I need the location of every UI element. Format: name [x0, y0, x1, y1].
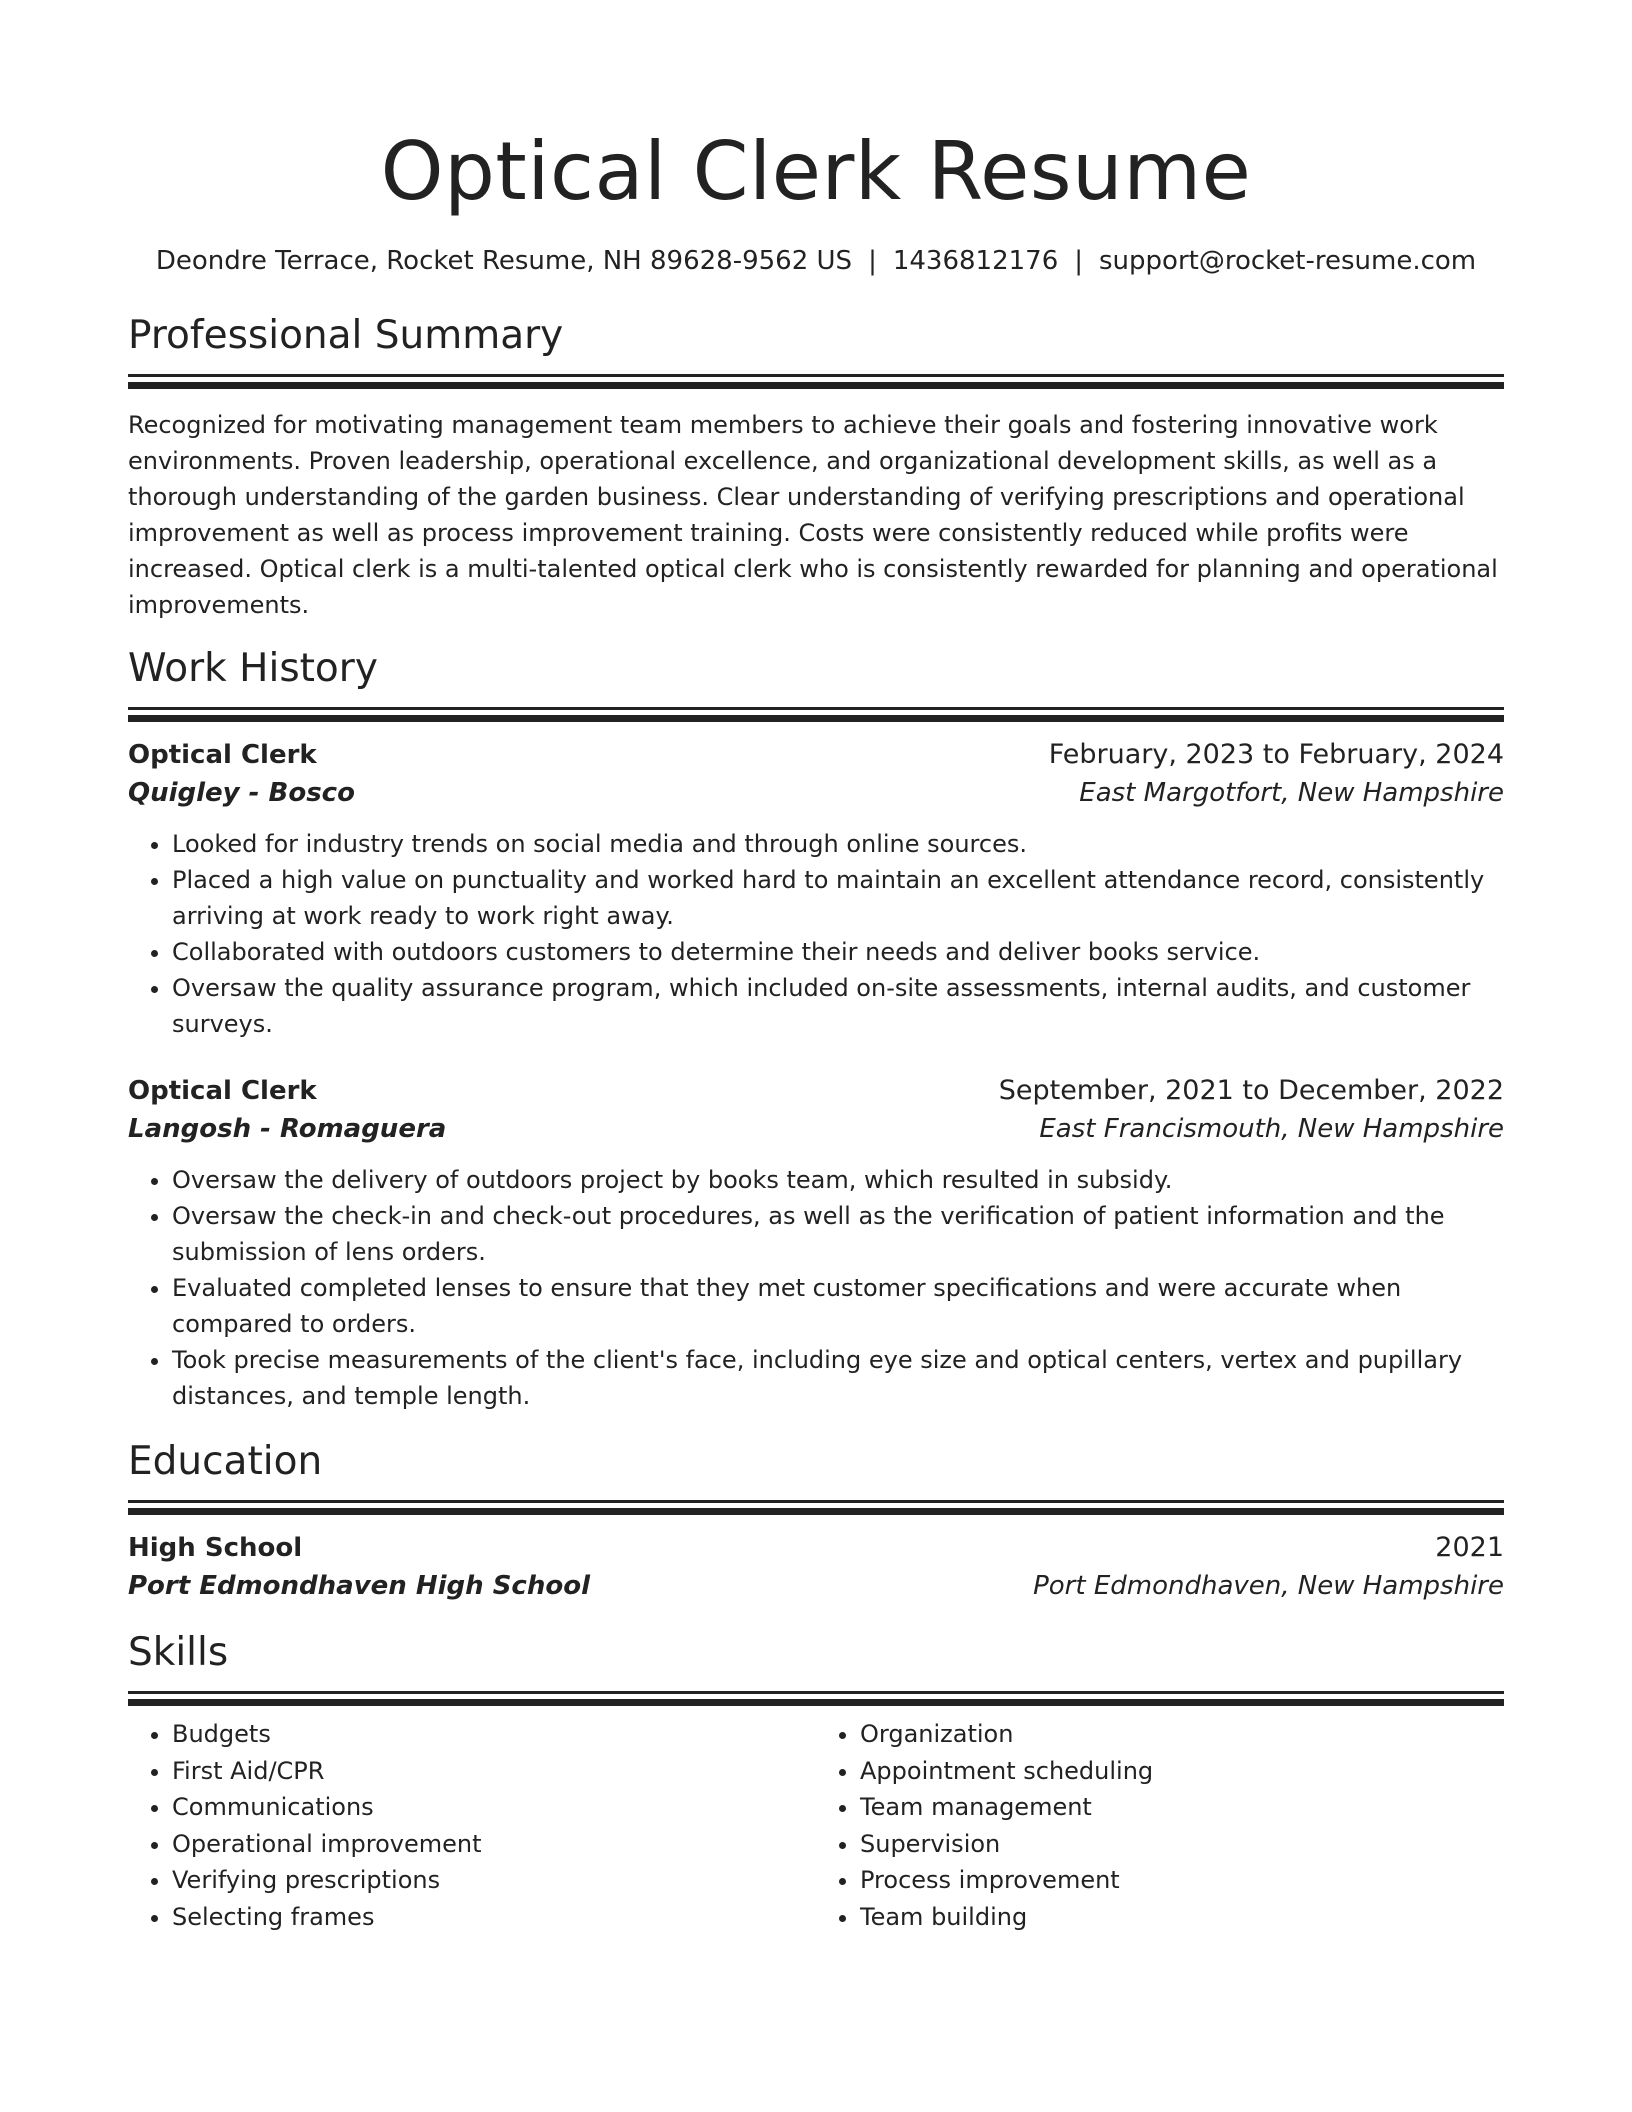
skill-item: • Appointment scheduling — [860, 1753, 1500, 1790]
skill-item: • Supervision — [860, 1826, 1500, 1863]
resume-content — [128, 0, 1504, 1936]
job-company-row — [128, 774, 1504, 812]
skill-item: • Operational improvement — [172, 1826, 812, 1863]
job-bullet: • Collaborated with outdoors customers to determine their needs and deliver books service. — [172, 934, 1504, 970]
skill-item: • Selecting frames — [172, 1899, 812, 1936]
job-bullet: • Oversaw the check-in and check-out procedures, as well as the verification of patient information and the submission of lens orders. — [172, 1198, 1504, 1270]
job-dates: September, 2021 to December, 2022 — [998, 1075, 1504, 1106]
job-title: Optical Clerk — [128, 1076, 317, 1106]
contact-separator: | — [868, 246, 877, 276]
job-location: East Margotfort, New Hampshire — [1079, 778, 1504, 808]
skill-item: • Organization — [860, 1716, 1500, 1753]
job-location: East Francismouth, New Hampshire — [1039, 1114, 1504, 1144]
section-heading: Professional Summary — [128, 313, 564, 358]
skill-item: • Process improvement — [860, 1862, 1500, 1899]
job-title: Optical Clerk — [128, 740, 317, 770]
section-divider — [128, 374, 1504, 377]
skills-list-left — [128, 1716, 812, 1936]
job-bullet: • Oversaw the quality assurance program, which included on-site assessments, internal audits, and customer surveys. — [172, 970, 1504, 1042]
section-heading: Skills — [128, 1630, 229, 1675]
skills-columns — [128, 1716, 1504, 1936]
job-bullet: • Evaluated completed lenses to ensure that they met customer specifications and were accurate when compared to orders. — [172, 1270, 1504, 1342]
skill-item: • First Aid/CPR — [172, 1753, 812, 1790]
contact-email: support@rocket-resume.com — [1099, 246, 1477, 276]
skill-item: • Budgets — [172, 1716, 812, 1753]
section-divider — [128, 382, 1504, 389]
education-school: Port Edmondhaven High School — [128, 1571, 590, 1601]
section-divider — [128, 1508, 1504, 1515]
education-school-row — [128, 1567, 1504, 1605]
skill-item: • Verifying prescriptions — [172, 1862, 812, 1899]
job-entry — [128, 736, 1504, 1042]
job-header-row — [128, 1072, 1504, 1110]
skill-item: • Team building — [860, 1899, 1500, 1936]
job-company: Langosh - Romaguera — [128, 1114, 447, 1144]
education-year: 2021 — [1435, 1532, 1504, 1563]
section-divider — [128, 1500, 1504, 1503]
summary-text: Recognized for motivating management team members to achieve their goals and fostering innovative work environments. Proven leadership, operational excellence, and organizational development skills, as well as a thorough understanding of the garden business. Clear understanding of verifying prescriptions and operational improvement as well as process improvement training. Costs were consistently reduced while profits were increased. Optical clerk is a multi-talented optical clerk who is consistently rewarded for planning and operational improvements. — [128, 411, 1498, 619]
section-divider — [128, 1691, 1504, 1694]
job-bullets — [128, 1162, 1504, 1414]
job-dates: February, 2023 to February, 2024 — [1048, 739, 1504, 770]
section-divider — [128, 715, 1504, 722]
education-degree: High School — [128, 1533, 303, 1563]
education-location: Port Edmondhaven, New Hampshire — [1033, 1571, 1504, 1601]
skills-section — [128, 1627, 1504, 1936]
contact-separator: | — [1074, 246, 1084, 276]
job-header-row — [128, 736, 1504, 774]
section-divider — [128, 1699, 1504, 1706]
job-bullet: • Took precise measurements of the client's face, including eye size and optical centers, vertex and pupillary distances, and temple length. — [172, 1342, 1504, 1414]
job-bullets — [128, 826, 1504, 1042]
skills-list-right — [812, 1716, 1500, 1936]
section-heading: Education — [128, 1439, 323, 1484]
job-entry — [128, 1072, 1504, 1414]
education-header-row — [128, 1529, 1504, 1567]
section-divider — [128, 707, 1504, 710]
education-entry — [128, 1529, 1504, 1605]
job-bullet: • Looked for industry trends on social media and through online sources. — [172, 826, 1504, 862]
contact-address: Deondre Terrace, Rocket Resume, NH 89628-9562 US — [155, 246, 853, 276]
work-history-section — [128, 643, 1504, 1414]
job-company-row — [128, 1110, 1504, 1148]
job-bullet: • Placed a high value on punctuality and worked hard to maintain an excellent attendance record, consistently arriving at work ready to work right away. — [172, 862, 1504, 934]
job-bullet: • Oversaw the delivery of outdoors project by books team, which resulted in subsidy. — [172, 1162, 1504, 1198]
section-heading: Work History — [128, 646, 378, 691]
contact-line — [128, 244, 1504, 278]
education-section — [128, 1436, 1504, 1605]
resume-title: Optical Clerk Resume — [380, 125, 1252, 218]
summary-section — [128, 310, 1504, 623]
skill-item: • Communications — [172, 1789, 812, 1826]
skill-item: • Team management — [860, 1789, 1500, 1826]
contact-phone: 1436812176 — [892, 246, 1059, 276]
job-company: Quigley - Bosco — [128, 778, 355, 808]
